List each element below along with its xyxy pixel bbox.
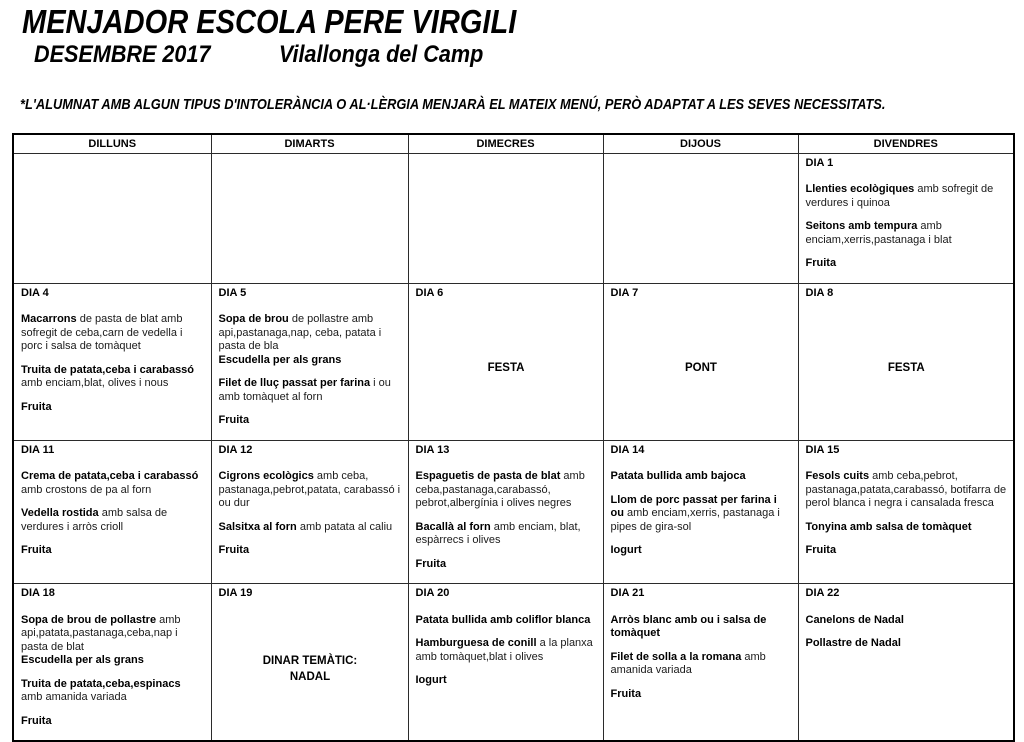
week-row-1	[13, 153, 1014, 283]
menu-cell-dia-12	[211, 440, 408, 584]
menu-item: Hamburguesa de conill a la planxa amb tomàquet,blat i olives	[415, 637, 593, 663]
special-day-label: PONT	[685, 362, 717, 375]
menu-item: Canelons de Nadal	[805, 613, 904, 626]
menu-item: Macarrons de pasta de blat amb sofregit de ceba,carn de vedella i porc i salsa de tomàquet	[21, 313, 183, 352]
menu-item: Llom de porc passat per farina i ou amb enciam,xerris, pastanaga i pipes de gira-sol	[610, 493, 780, 533]
menu-item: Salsitxa al forn amb patata al caliu	[218, 520, 393, 533]
column-header-divendres: DIVENDRES	[798, 134, 1014, 153]
menu-item: Escudella per als grans	[218, 353, 342, 366]
menu-item: Filet de solla a la romana amb amanida variada	[610, 650, 766, 676]
day-label: DIA 21	[610, 587, 645, 599]
menu-item: Pollastre de Nadal	[805, 637, 901, 649]
menu-item: Filet de lluç passat per farina i ou amb tomàquet al forn	[218, 377, 391, 403]
menu-item: Seitons amb tempura amb enciam,xerris,pastanaga i blat	[805, 220, 952, 246]
weekday-header-row	[13, 134, 1014, 153]
day-label: DIA 7	[610, 286, 639, 299]
menu-cell-dia-21	[603, 584, 798, 742]
week-row-3	[13, 440, 1014, 584]
menu-cell-dia-18	[13, 584, 211, 742]
location-label: Vilallonga del Camp	[278, 41, 484, 68]
day-label: DIA 15	[805, 443, 840, 456]
menu-item: Iogurt	[610, 544, 642, 556]
menu-cell-dia-19	[211, 584, 408, 742]
menu-item: Fesols cuits amb ceba,pebrot, pastanaga,patata,carabassó, botifarra de perol blanca i negra i cansalada fresca	[805, 470, 1007, 509]
menu-item: Llenties ecològiques amb sofregit de verdures i quinoa	[805, 183, 994, 209]
month-label: DESEMBRE 2017	[34, 41, 211, 68]
day-label: DIA 19	[218, 587, 253, 599]
day-label: DIA 22	[805, 587, 840, 599]
menu-cell-dia-15	[798, 440, 1014, 584]
menu-item: Tonyina amb salsa de tomàquet	[805, 520, 972, 533]
menu-item: Fruita	[805, 544, 837, 556]
day-label: DIA 20	[415, 587, 450, 599]
menu-cell-empty	[603, 153, 798, 283]
page-title: MENJADOR ESCOLA PERE VIRGILI	[22, 3, 517, 40]
day-label: DIA 5	[218, 286, 247, 299]
menu-item: Fruita	[218, 544, 250, 556]
menu-cell-dia-8	[798, 283, 1014, 440]
menu-item: Patata bullida amb coliflor blanca	[415, 613, 591, 626]
menu-item: Iogurt	[415, 674, 447, 686]
day-label: DIA 4	[21, 286, 49, 299]
menu-item: Cigrons ecològics amb ceba, pastanaga,pebrot,patata, carabassó i ou dur	[218, 470, 401, 509]
menu-cell-dia-14	[603, 440, 798, 584]
day-label: DIA 1	[805, 156, 834, 169]
menu-item: Truita de patata,ceba,espinacs amb amanida variada	[21, 677, 181, 703]
menu-item: Bacallà al forn amb enciam, blat, espàrrecs i olives	[415, 520, 581, 546]
menu-item: Sopa de brou de pollastre amb api,pastanaga,nap, ceba, patata i pasta de bla	[218, 313, 382, 352]
menu-cell-empty	[408, 153, 603, 283]
menu-item: Fruita	[415, 557, 447, 570]
menu-cell-dia-6	[408, 283, 603, 440]
day-label: DIA 6	[415, 286, 444, 299]
menu-item: Fruita	[21, 400, 52, 413]
day-label: DIA 11	[21, 443, 55, 456]
menu-item: Escudella per als grans	[21, 654, 144, 666]
column-header-dimecres: DIMECRES	[408, 134, 603, 153]
day-label: DIA 14	[610, 443, 645, 456]
menu-table	[12, 133, 1015, 742]
day-label: DIA 8	[805, 286, 834, 299]
day-label: DIA 13	[415, 443, 450, 456]
week-row-4	[13, 584, 1014, 742]
menu-item: Fruita	[21, 544, 52, 556]
day-label: DIA 18	[21, 587, 55, 599]
menu-cell-dia-20	[408, 584, 603, 742]
menu-cell-dia-11	[13, 440, 211, 584]
menu-item: Patata bullida amb bajoca	[610, 470, 746, 482]
special-day-label: FESTA	[887, 362, 925, 375]
menu-item: Espaguetis de pasta de blat amb ceba,pastanaga,carabassó, pebrot,albergínia i olives negres	[415, 470, 585, 509]
menu-item: Fruita	[805, 257, 837, 269]
menu-cell-empty	[13, 153, 211, 283]
menu-item: Crema de patata,ceba i carabassó amb crostons de pa al forn	[21, 470, 199, 496]
menu-item: Fruita	[21, 714, 52, 727]
menu-item: Fruita	[218, 414, 250, 426]
menu-item: Sopa de brou de pollastre amb api,patata,pastanaga,ceba,nap i pasta de blat	[21, 613, 181, 653]
special-day-label: FESTA	[487, 362, 525, 375]
day-label: DIA 12	[218, 443, 253, 456]
week-row-2	[13, 283, 1014, 440]
menu-cell-empty	[211, 153, 408, 283]
menu-cell-dia-4	[13, 283, 211, 440]
menu-cell-dia-5	[211, 283, 408, 440]
menu-cell-dia-7	[603, 283, 798, 440]
subtitle-line	[34, 41, 483, 69]
menu-item: Truita de patata,ceba i carabassó amb enciam,blat, olives i nous	[21, 363, 195, 389]
menu-cell-dia-13	[408, 440, 603, 584]
column-header-dimarts: DIMARTS	[211, 134, 408, 153]
menu-item: Arròs blanc amb ou i salsa de tomàquet	[610, 613, 767, 639]
menu-cell-dia-1	[798, 153, 1014, 283]
column-header-dijous: DIJOUS	[603, 134, 798, 153]
menu-cell-dia-22	[798, 584, 1014, 742]
allergy-note: *L'ALUMNAT AMB ALGUN TIPUS D'INTOLERÀNCIA O AL·LÈRGIA MENJARÀ EL MATEIX MENÚ, PERÒ ADAPTAT A LES SEVES NECESSITATS.	[20, 96, 886, 113]
special-day-label: DINAR TEMÀTIC: NADAL	[262, 654, 358, 683]
column-header-dilluns: DILLUNS	[13, 134, 211, 153]
menu-item: Fruita	[610, 687, 642, 700]
menu-item: Vedella rostida amb salsa de verdures i arròs crioll	[21, 507, 168, 533]
